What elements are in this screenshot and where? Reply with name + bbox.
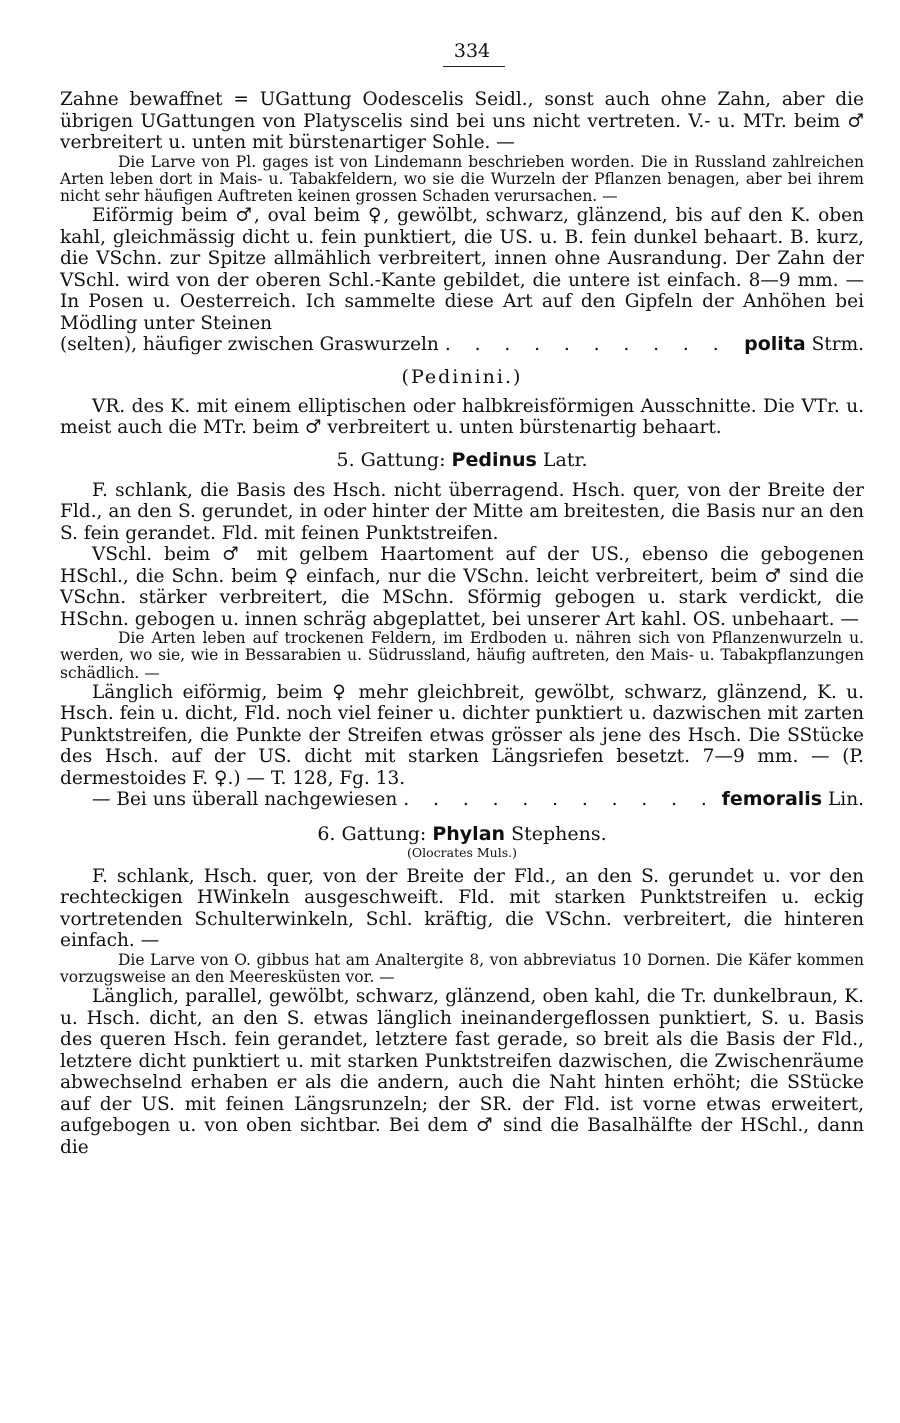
paragraph-sexual-characters: VSchl. beim ♂ mit gelbem Haartoment auf der US., ebenso die gebogenen HSchl., die Schn. beim ♀ einfach, nur die VSchn. leicht verbreitert, beim ♂ sind die VSchn. stärker verbreitert, die MSchn. Sförmig gebogen u. stark verdickt, die HSchn. gebogen u. innen schräg abgeplattet, bei unserer Art kahl. OS. unbehaart. — bbox=[60, 544, 864, 630]
species-name: polita bbox=[744, 333, 806, 356]
paragraph-tribe-description: VR. des K. mit einem elliptischen oder halbkreisförmigen Ausschnitte. Die VTr. u. meist auch die MTr. beim ♂ verbreitert u. unten bürstenartig behaart. bbox=[60, 395, 864, 439]
species-line-text: (selten), häufiger zwischen Graswurzeln bbox=[60, 334, 439, 356]
genus-author: Latr. bbox=[542, 448, 588, 471]
species-name: femoralis bbox=[721, 788, 823, 811]
genus-number: 5. Gattung: bbox=[336, 448, 446, 471]
genus-name: Phylan bbox=[432, 822, 506, 845]
paragraph-genus-description: F. schlank, die Basis des Hsch. nicht überragend. Hsch. quer, von der Breite der Fld., an den S. gerundet, in oder hinter der Mitte am breitesten, die Basis nur an den S. fein gerandet. Fld. mit feinen Punktstreifen. bbox=[60, 479, 864, 544]
genus-author: Stephens. bbox=[511, 822, 607, 845]
paragraph-species-description: Länglich, parallel, gewölbt, schwarz, glänzend, oben kahl, die Tr. dunkelbraun, K. u. Hsch. dicht, an den S. etwas länglich ineinandergeflossen punktiert, S. u. Basis des queren Hsch. fein gerandet, letztere fast gerade, so breit als die Basis der Fld., letztere dicht punktiert u. mit starken Punktstreifen dazwischen, die Zwischenräume abwechselnd erhaben er als die andern, auch die Naht hinten erhöht; die SStücke auf der US. mit feinen Längsrunzeln; der SR. der Fld. ist vorne etwas erweitert, aufgebogen u. von oben sichtbar. Bei dem ♂ sind die Basalhälfte der HSchl., dann die bbox=[60, 986, 864, 1158]
paragraph-biology-note: Die Arten leben auf trockenen Feldern, im Erdboden u. nähren sich von Pflanzenwurzeln u. werden, wo sie, wie in Bessarabien u. Südrussland, häufig auftreten, den Mais- u. Tabakpflanzungen schädlich. — bbox=[60, 629, 864, 682]
genus-heading-pedinus bbox=[60, 449, 864, 471]
genus-synonym: (Olocrates Muls.) bbox=[407, 844, 517, 860]
species-author: Strm. bbox=[811, 334, 864, 356]
species-line-text: — Bei uns überall nachgewiesen bbox=[92, 789, 398, 811]
paragraph-larva-note: Die Larve von O. gibbus hat am Analtergite 8, von abbreviatus 10 Dornen. Die Käfer kommen vorzugsweise an den Meeresküsten vor. — bbox=[60, 950, 864, 986]
leader-dots bbox=[403, 789, 715, 811]
paragraph-species-description: Eiförmig beim ♂, oval beim ♀, gewölbt, schwarz, glänzend, bis auf den K. oben kahl, gleichmässig dicht u. fein punktiert, die US. u. B. fein dunkel behaart. B. kurz, die VSchn. zur Spitze allmählich verbreitert, innen ohne Ausrandung. Der Zahn der VSchl. wird von der oberen Schl.-Kante gebildet, die untere ist einfach. 8—9 mm. — In Posen u. Oesterreich. Ich sammelte diese Art auf den Gipfeln der Anhöhen bei Mödling unter Steinen bbox=[60, 205, 864, 334]
species-line-femoralis bbox=[60, 789, 864, 811]
paragraph-larva-note: Die Larve von Pl. gages ist von Lindemann beschrieben worden. Die in Russland zahlreichen Arten leben dort in Mais- u. Tabakfeldern, wo sie die Wurzeln der Pflanzen benagen, aber bei ihrem nicht sehr häufigen Auftreten keinen grossen Schaden verursachen. — bbox=[60, 152, 864, 205]
paragraph-species-description: Länglich eiförmig, beim ♀ mehr gleichbreit, gewölbt, schwarz, glänzend, K. u. Hsch. fein u. dicht, Fld. noch viel feiner u. dichter punktiert u. dazwischen mit zarten Punktstreifen, die Punkte der Streifen etwas grösser als jene des Hsch. Die SStücke des Hsch. auf der US. dicht mit starken Längsriefen besetzt. 7—9 mm. — (P. dermestoides F. ♀.) — T. 128, Fg. 13. bbox=[60, 681, 864, 789]
paragraph-genus-description: F. schlank, Hsch. quer, von der Breite der Fld., an den S. gerundet u. vor den rechteckigen HWinkeln ausgeschweift. Fld. mit starken Punktstreifen u. eckig vortretenden Schulterwinkeln, Schl. kräftig, die VSchn. verbreitert, die hinteren einfach. — bbox=[60, 865, 864, 952]
tribe-heading: (Pedinini.) bbox=[401, 365, 523, 388]
page-number-rule bbox=[443, 66, 505, 67]
genus-name: Pedinus bbox=[451, 448, 537, 471]
leader-dots bbox=[445, 334, 738, 356]
species-line-polita bbox=[60, 334, 864, 356]
genus-number: 6. Gattung: bbox=[317, 822, 427, 845]
page-number: 334 bbox=[453, 40, 491, 62]
species-author: Lin. bbox=[828, 789, 864, 811]
paragraph-genus-continuation: Zahne bewaffnet = UGattung Oodescelis Seidl., sonst auch ohne Zahn, aber die übrigen UGattungen von Platyscelis sind bei uns nicht vertreten. V.- u. MTr. beim ♂ verbreitert u. unten mit bürstenartiger Sohle. — bbox=[60, 89, 864, 153]
genus-heading-phylan bbox=[60, 823, 864, 845]
